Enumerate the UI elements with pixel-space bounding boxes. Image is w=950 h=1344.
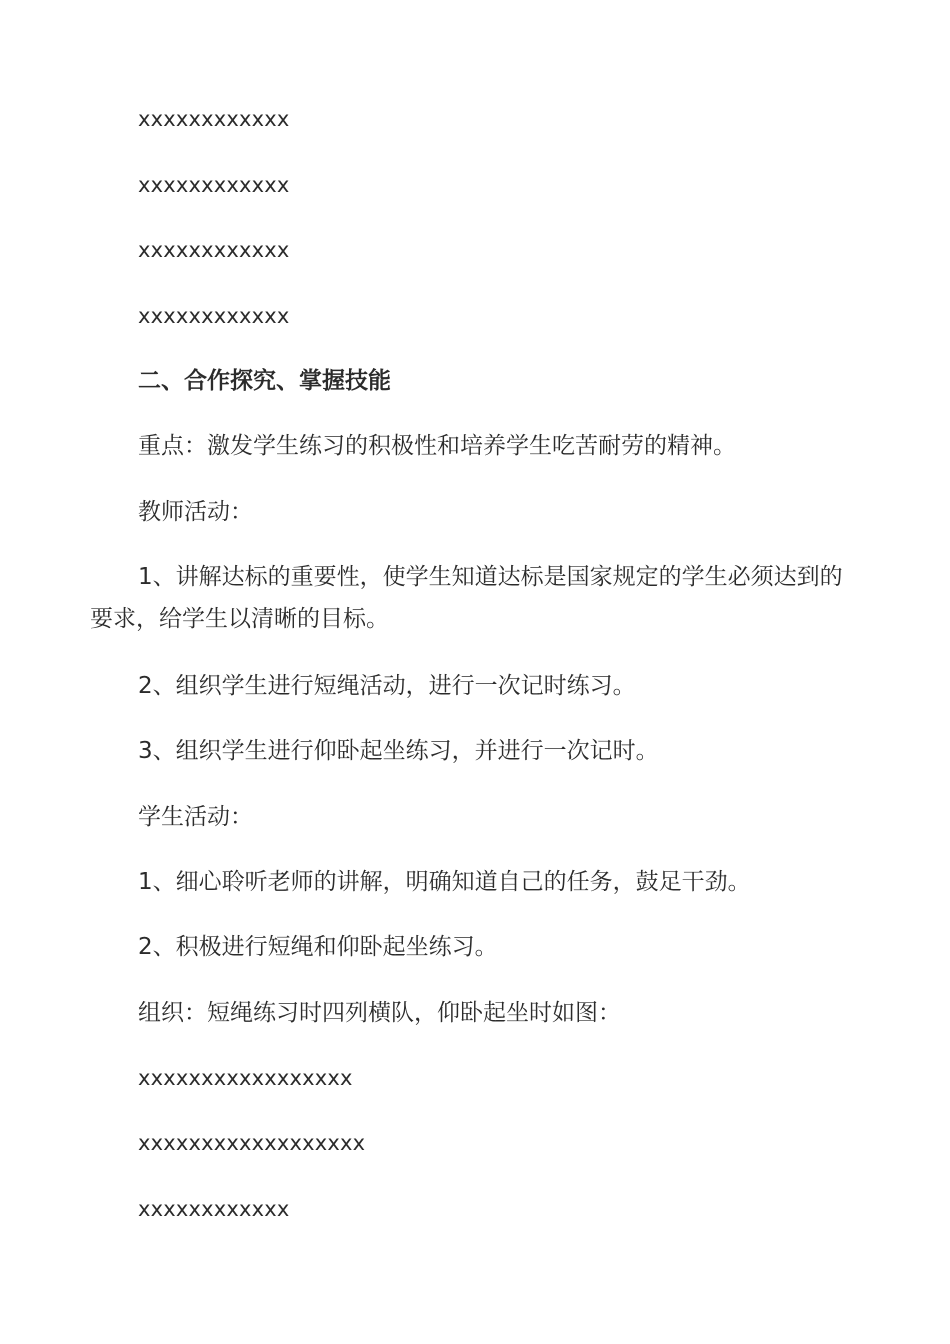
- formation-row-2: xxxxxxxxxxxx: [138, 173, 290, 197]
- organization-paragraph: 组织：短绳练习时四列横队，仰卧起坐时如图：: [138, 1000, 621, 1026]
- situp-formation-row-3: xxxxxxxxxxxx: [138, 1197, 290, 1221]
- teacher-activity-item-2: 2、组织学生进行短绳活动，进行一次记时练习。: [138, 673, 636, 699]
- teacher-activity-item-1: 1、讲解达标的重要性，使学生知道达标是国家规定的学生必须达到的要求，给学生以清晰的目标。: [90, 564, 843, 632]
- focus-paragraph: 重点：激发学生练习的积极性和培养学生吃苦耐劳的精神。: [138, 433, 736, 459]
- section-heading: 二、合作探究、掌握技能: [138, 368, 391, 394]
- teacher-activity-item-3: 3、组织学生进行仰卧起坐练习，并进行一次记时。: [138, 738, 659, 764]
- situp-formation-row-2: xxxxxxxxxxxxxxxxxx: [138, 1131, 366, 1155]
- formation-row-4: xxxxxxxxxxxx: [138, 304, 290, 328]
- formation-row-3: xxxxxxxxxxxx: [138, 238, 290, 262]
- student-activity-title: 学生活动：: [138, 804, 253, 830]
- formation-row-1: xxxxxxxxxxxx: [138, 107, 290, 131]
- situp-formation-row-1: xxxxxxxxxxxxxxxxx: [138, 1066, 353, 1090]
- student-activity-item-2: 2、积极进行短绳和仰卧起坐练习。: [138, 934, 498, 960]
- teacher-activity-title: 教师活动：: [138, 499, 253, 525]
- student-activity-item-1: 1、细心聆听老师的讲解，明确知道自己的任务，鼓足干劲。: [138, 869, 751, 895]
